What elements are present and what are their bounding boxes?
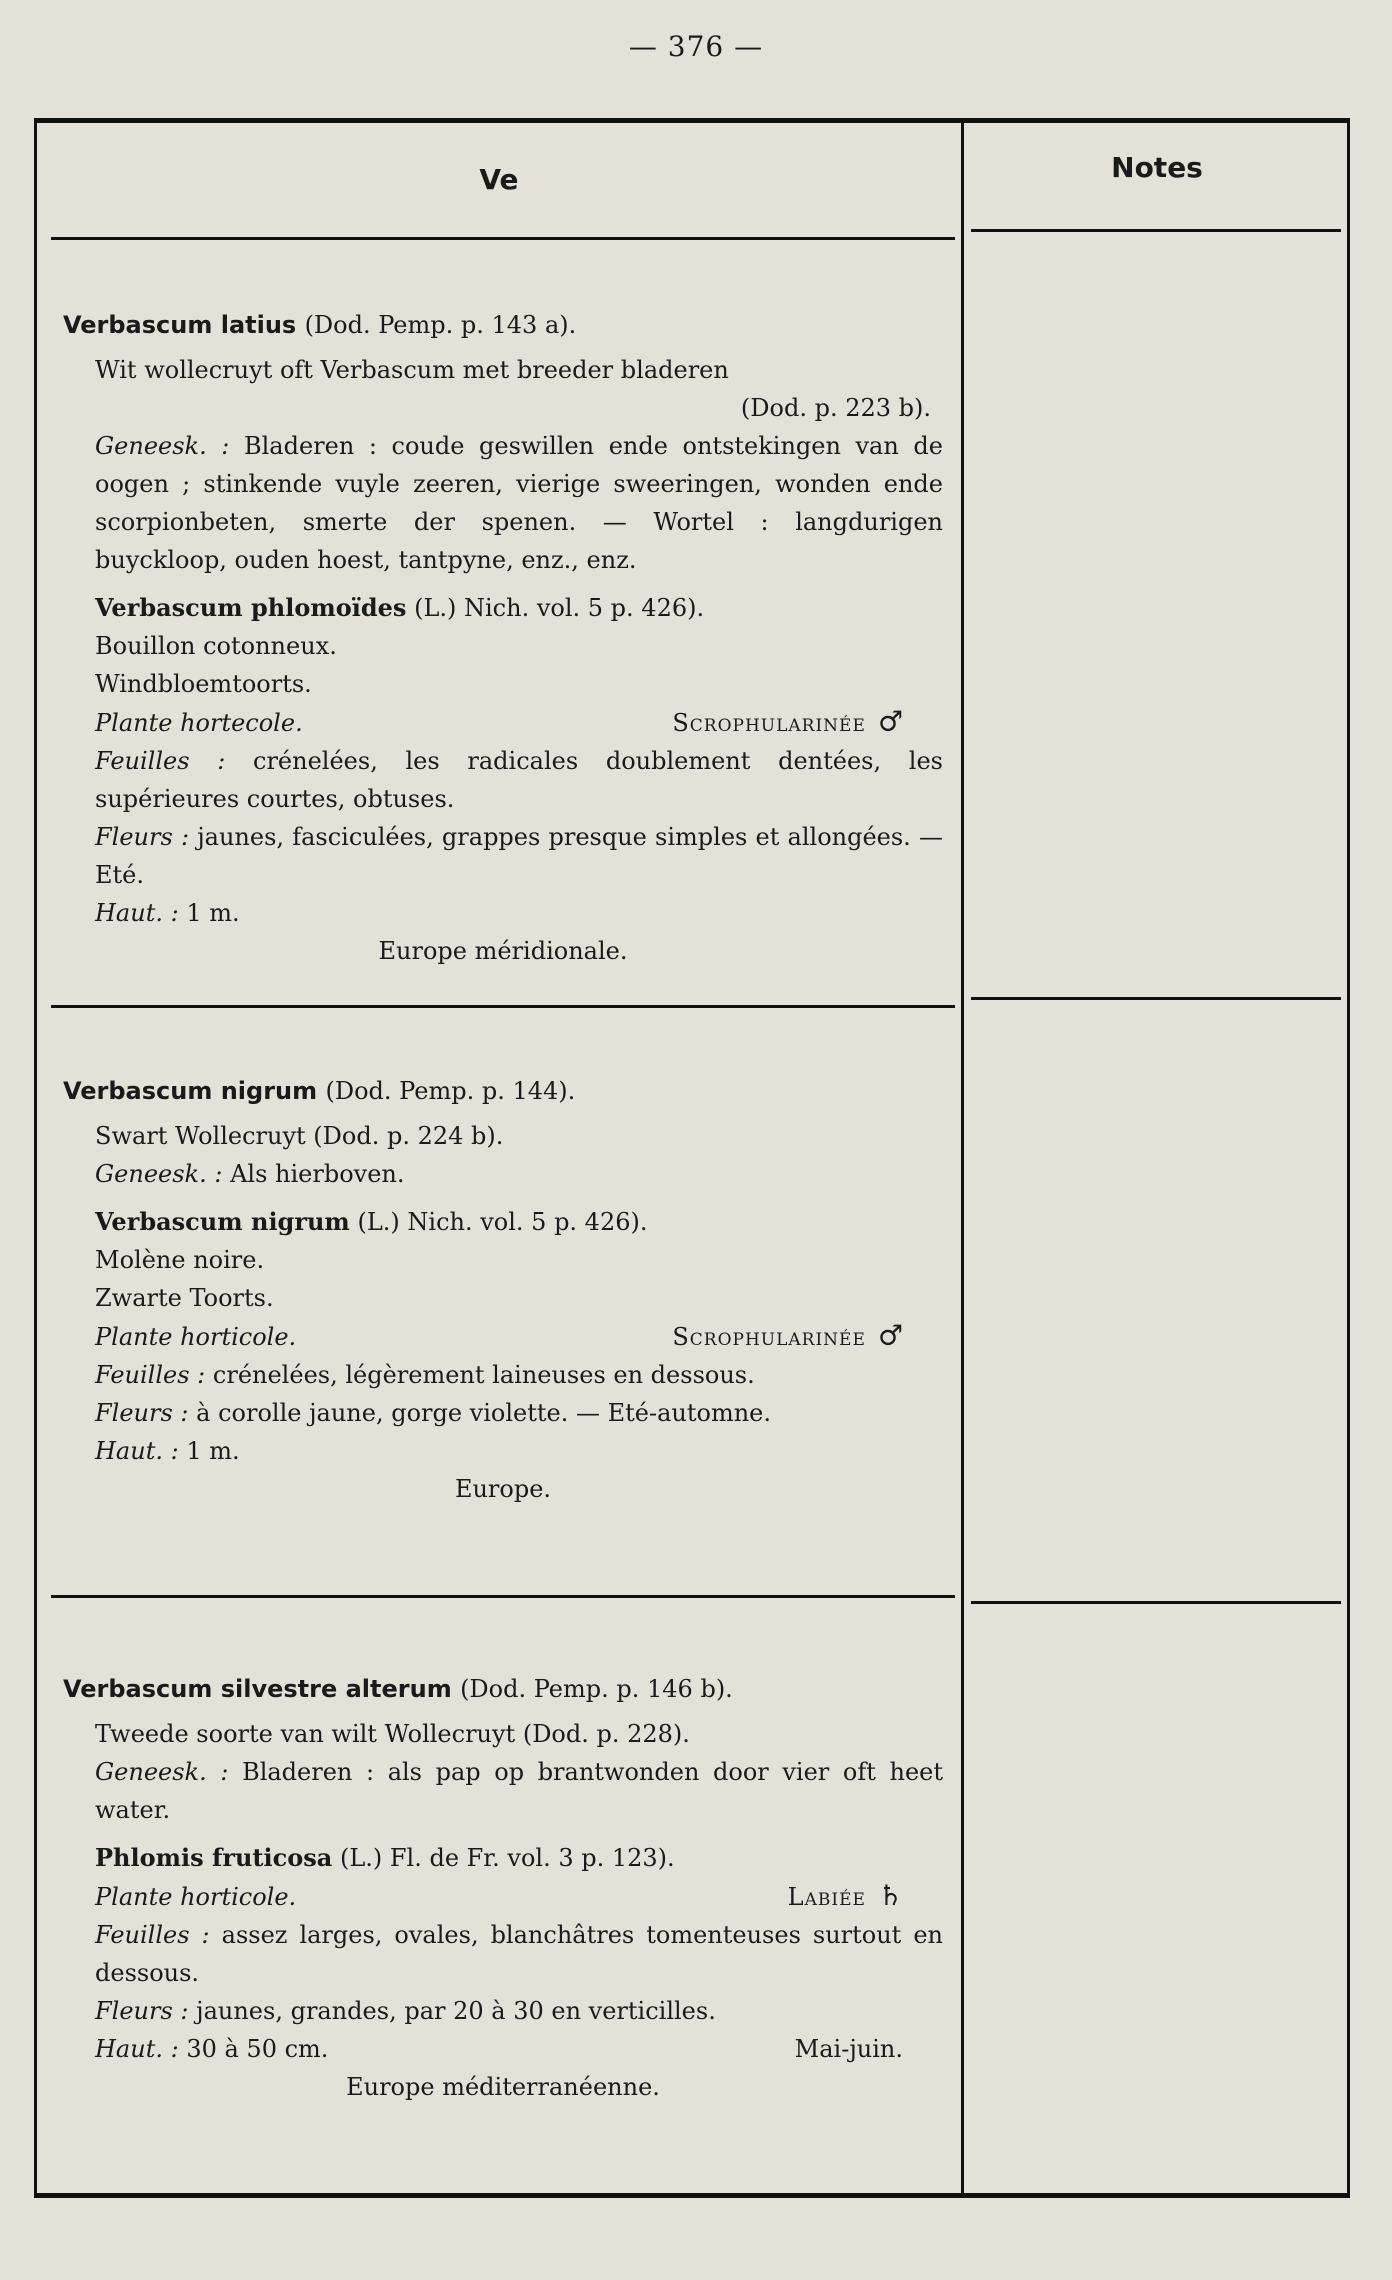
- perennial-symbol-icon: ♂: [877, 705, 903, 738]
- plant-type-row: Plante hortecole. Scrophularinée ♂: [63, 703, 943, 742]
- medicinal-use: Geneesk. : Als hierboven.: [95, 1160, 405, 1188]
- region: Europe méditerranéenne.: [346, 2073, 660, 2101]
- entry-divider-left: [51, 1595, 955, 1598]
- species-line: Phlomis fruticosa (L.) Fl. de Fr. vol. 3 p. 123).: [95, 1843, 675, 1872]
- header-divider-right: [971, 229, 1341, 232]
- region: Europe méridionale.: [378, 937, 628, 965]
- table-frame: [34, 118, 1350, 2198]
- common-name: Windbloemtoorts.: [95, 670, 312, 698]
- species-line: Verbascum nigrum (L.) Nich. vol. 5 p. 426).: [95, 1207, 648, 1236]
- flowers-description: Fleurs : jaunes, grandes, par 20 à 30 en verticilles.: [95, 1997, 716, 2025]
- column-header-notes: Notes: [1111, 151, 1203, 184]
- plant-type-row: Plante horticole. Scrophularinée ♂: [63, 1317, 943, 1356]
- dutch-name: Tweede soorte van wilt Wollecruyt (Dod. p. 228).: [95, 1720, 690, 1748]
- column-divider: [961, 123, 964, 2193]
- french-name: Molène noire.: [95, 1246, 265, 1274]
- page-number: — 376 —: [628, 30, 764, 63]
- season: Mai-juin.: [794, 2035, 903, 2063]
- height-season-row: Haut. : 30 à 50 cm. Mai-juin.: [63, 2030, 943, 2068]
- dutch-name: Swart Wollecruyt (Dod. p. 224 b).: [95, 1122, 504, 1150]
- perennial-symbol-icon: ♂: [877, 1319, 903, 1352]
- entry-divider-right: [971, 997, 1341, 1000]
- shrub-symbol-icon: ♄: [877, 1879, 903, 1912]
- family-name: Scrophularinée: [672, 709, 866, 737]
- leaves-description: Feuilles : assez larges, ovales, blanchâtres tomenteuses surtout en dessous.: [95, 1921, 943, 1987]
- entry-verbascum-silvestre-alterum: [63, 1663, 943, 2106]
- medicinal-use: Geneesk. : Bladeren : coude geswillen ende ontstekingen van de oogen ; stinkende vuyle zeeren, vierige sweeringen, wonden ende scorpionbeten, smerte der spenen. — Wortel : langdurigen buyckloop, ouden hoest, tantpyne, enz., enz.: [95, 432, 943, 574]
- entry-verbascum-latius: [63, 299, 943, 970]
- height: Haut. : 1 m.: [95, 899, 240, 927]
- french-name: Bouillon cotonneux.: [95, 632, 337, 660]
- family-name: Scrophularinée: [672, 1323, 866, 1351]
- height: Haut. : 1 m.: [95, 1437, 240, 1465]
- dutch-name: Wit wollecruyt oft Verbascum met breeder bladeren: [95, 356, 729, 384]
- leaves-description: Feuilles : crénelées, légèrement laineuses en dessous.: [95, 1361, 755, 1389]
- entry-title: Verbascum latius (Dod. Pemp. p. 143 a).: [63, 311, 577, 339]
- entry-divider-left: [51, 1005, 955, 1008]
- entry-title: Verbascum nigrum (Dod. Pemp. p. 144).: [63, 1077, 576, 1105]
- region: Europe.: [454, 1475, 552, 1503]
- leaves-description: Feuilles : crénelées, les radicales doublement dentées, les supérieures courtes, obtuses.: [95, 747, 943, 813]
- header-divider-left: [51, 237, 955, 240]
- dutch-ref: (Dod. p. 223 b).: [740, 394, 931, 422]
- family-name: Labiée: [787, 1883, 866, 1911]
- entry-title: Verbascum silvestre alterum (Dod. Pemp. p. 146 b).: [63, 1675, 733, 1703]
- common-name: Zwarte Toorts.: [95, 1284, 274, 1312]
- species-line: Verbascum phlomoïdes (L.) Nich. vol. 5 p. 426).: [95, 593, 705, 622]
- entry-verbascum-nigrum: [63, 1065, 943, 1508]
- flowers-description: Fleurs : à corolle jaune, gorge violette. — Eté-automne.: [95, 1399, 772, 1427]
- column-header-ve: Ve: [479, 163, 519, 196]
- flowers-description: Fleurs : jaunes, fasciculées, grappes presque simples et allongées. — Eté.: [95, 823, 943, 889]
- medicinal-use: Geneesk. : Bladeren : als pap op brantwonden door vier oft heet water.: [95, 1758, 943, 1824]
- plant-type-row: Plante horticole. Labiée ♄: [63, 1877, 943, 1916]
- entry-divider-right: [971, 1601, 1341, 1604]
